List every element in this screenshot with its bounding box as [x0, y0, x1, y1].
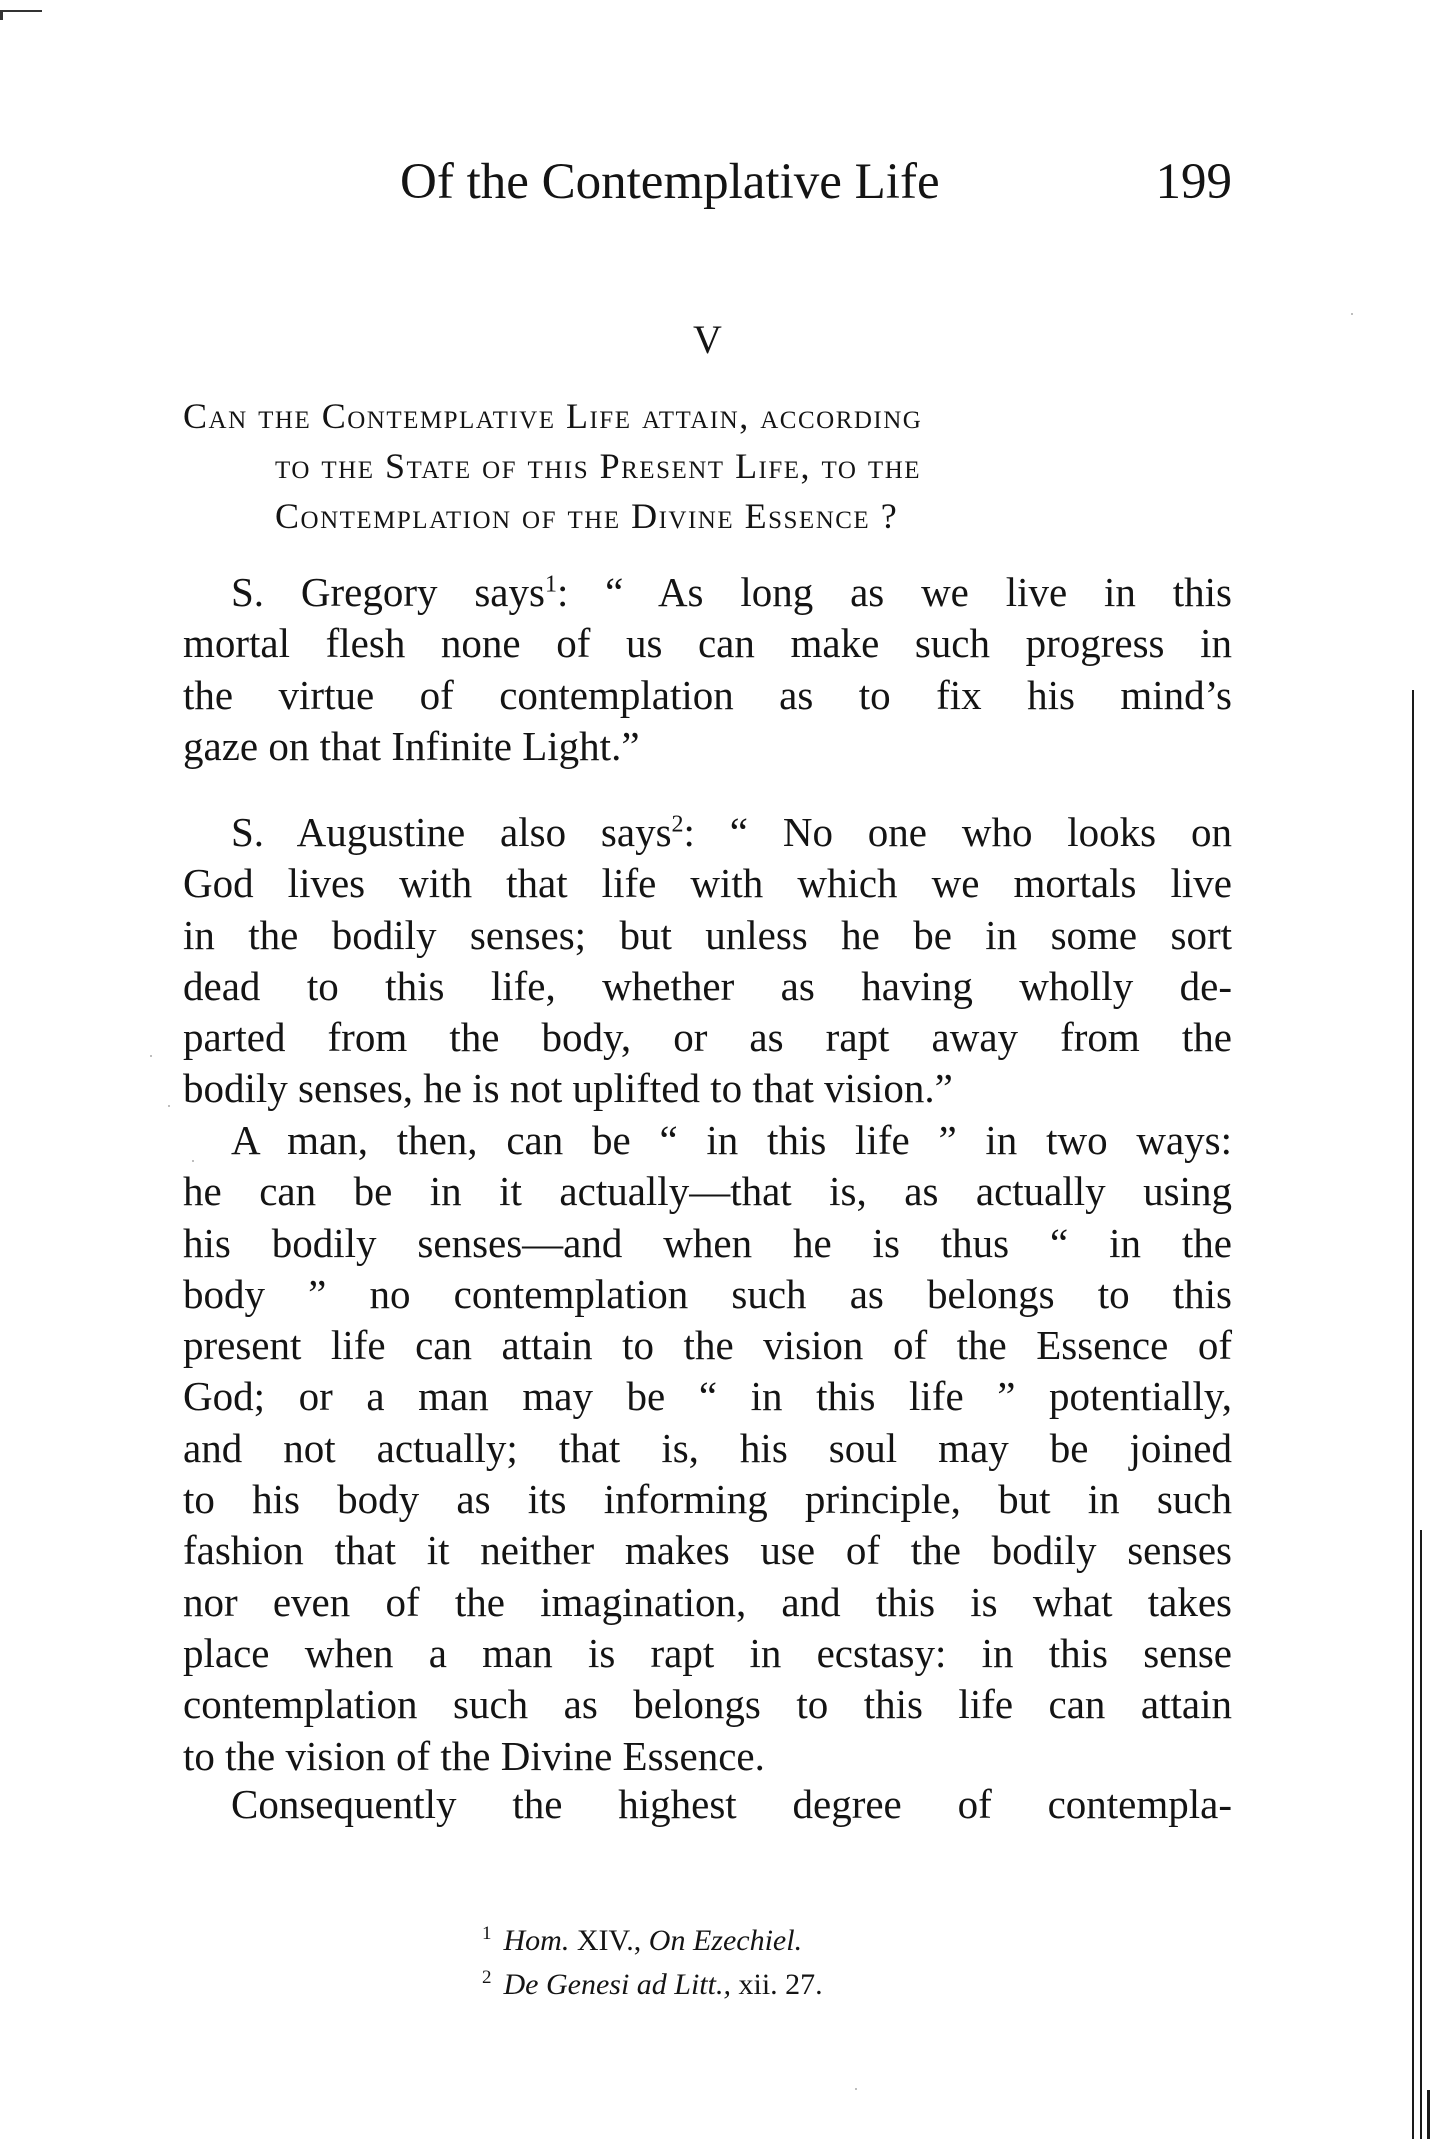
text-line: nor even of the imagination, and this is what takes — [183, 1578, 1232, 1625]
text-line: bodily senses, he is not uplifted to that vision.” — [183, 1065, 953, 1112]
text-line: to the vision of the Divine Essence. — [183, 1732, 765, 1779]
scan-speck — [150, 1055, 152, 1057]
text-line — [183, 567, 1232, 618]
question-line: Can the Contemplative Life attain, according — [183, 396, 923, 436]
scan-speck — [855, 2088, 857, 2090]
footnote-italic: De Genesi ad Litt., — [503, 1968, 731, 2001]
text-line: A man, then, can be “ in this life ” in two ways: — [231, 1117, 1232, 1163]
text-line: Consequently the highest degree of contempla- — [231, 1781, 1232, 1827]
footnote-ref: 2 — [671, 811, 684, 838]
footnote-number: 1 — [482, 1923, 492, 1944]
scan-speck — [1351, 313, 1353, 315]
page-number: 199 — [1155, 154, 1232, 210]
text-line: parted from the body, or as rapt away from the — [183, 1014, 1232, 1061]
paragraph-two-ways — [183, 1115, 1232, 1782]
page-edge-line — [1420, 1530, 1422, 2139]
text-line: in the bodily senses; but unless he be in some sort — [183, 911, 1232, 958]
text-line: he can be in it actually—that is, as actually using — [183, 1168, 1232, 1215]
text-line: gaze on that Infinite Light.” — [183, 722, 640, 769]
text-segment: S. Augustine also says — [231, 809, 672, 855]
footnote-text: xii. 27. — [730, 1968, 823, 2001]
question-line: to the State of this Present Life, to the — [275, 446, 922, 486]
section-question — [183, 391, 1232, 541]
footnote-ref: 1 — [544, 571, 557, 598]
running-title: Of the Contemplative Life — [400, 154, 940, 210]
running-head — [400, 152, 1232, 212]
text-line: his bodily senses—and when he is thus “ in the — [183, 1219, 1232, 1266]
text-line: dead to this life, whether as having wholly de- — [183, 962, 1232, 1009]
scan-speck — [168, 1105, 170, 1107]
footnote-italic: Hom. — [503, 1924, 570, 1957]
question-line: Contemplation of the Divine Essence ? — [275, 496, 899, 536]
text-line: place when a man is rapt in ecstasy: in this sense — [183, 1629, 1232, 1676]
text-line: mortal flesh none of us can make such progress in — [183, 620, 1232, 667]
footnote-number: 2 — [482, 1967, 492, 1988]
text-line: the virtue of contemplation as to fix his mind’s — [183, 671, 1232, 718]
footnote-text: XIV., — [569, 1924, 649, 1957]
footnote-italic: On Ezechiel. — [648, 1924, 803, 1957]
text-line: and not actually; that is, his soul may be joined — [183, 1424, 1232, 1471]
scan-speck — [192, 1160, 194, 1162]
scan-corner-mark — [0, 10, 42, 12]
text-line: to his body as its informing principle, but in such — [183, 1476, 1232, 1523]
text-line — [183, 807, 1232, 858]
page-edge-line — [1427, 2090, 1430, 2139]
text-segment: : “ As long as we live in this — [556, 569, 1232, 615]
text-line: body ” no contemplation such as belongs to this — [183, 1270, 1232, 1317]
page-edge-line — [1412, 690, 1414, 2139]
footnote-1 — [482, 1914, 802, 1961]
paragraph-consequently — [183, 1779, 1232, 1830]
section-number: V — [693, 317, 722, 362]
text-segment: : “ No one who looks on — [683, 809, 1232, 855]
text-line: contemplation such as belongs to this life can attain — [183, 1681, 1232, 1728]
text-line: present life can attain to the vision of the Essence of — [183, 1322, 1232, 1369]
footnote-2 — [482, 1958, 823, 2005]
text-line: God lives with that life with which we mortals live — [183, 860, 1232, 907]
paragraph-gregory — [183, 567, 1232, 772]
paragraph-augustine — [183, 807, 1232, 1115]
text-line: fashion that it neither makes use of the bodily senses — [183, 1527, 1232, 1574]
text-segment: S. Gregory says — [231, 569, 545, 615]
text-line: God; or a man may be “ in this life ” potentially, — [183, 1373, 1232, 1420]
